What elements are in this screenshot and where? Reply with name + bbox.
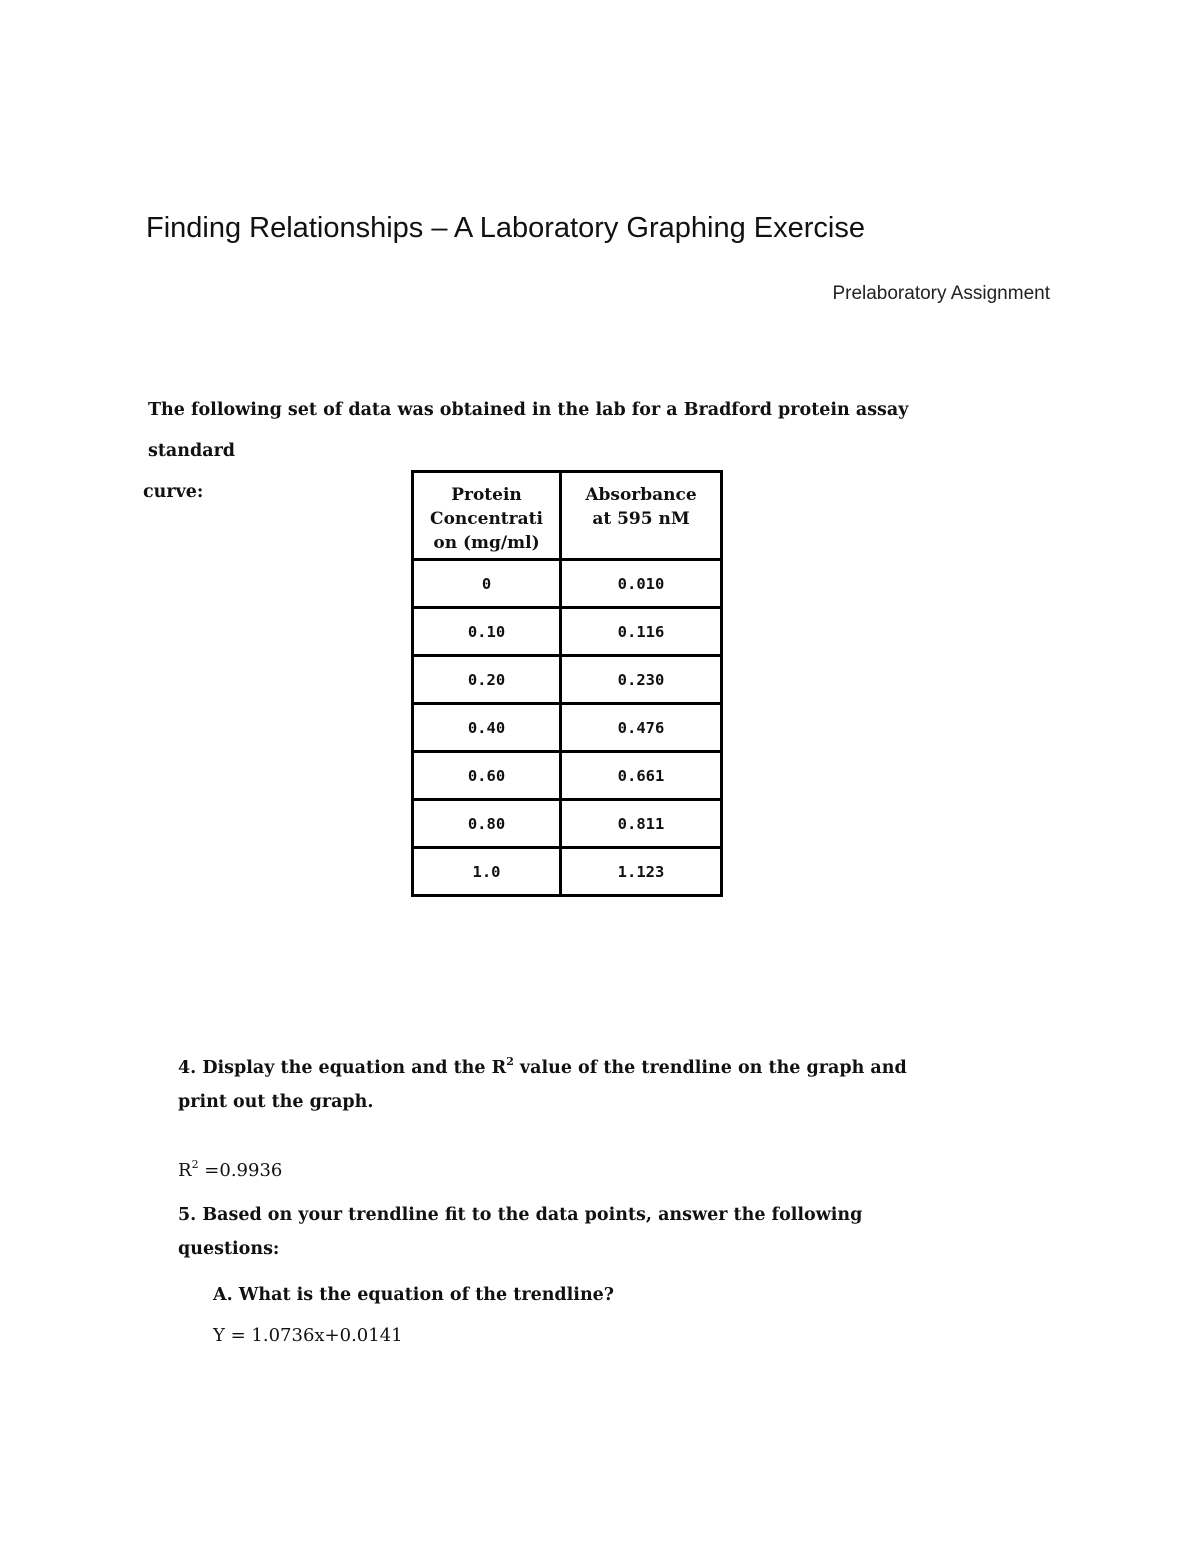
table-row <box>413 560 722 608</box>
cell-absorbance: 1.123 <box>561 848 722 896</box>
table-row <box>413 608 722 656</box>
table-row <box>413 800 722 848</box>
intro-line-1: The following set of data was obtained in the lab for a Bradford protein assay standard <box>148 400 909 461</box>
table-row <box>413 752 722 800</box>
question-5a: A. What is the equation of the trendline? <box>213 1285 615 1305</box>
table-header-row <box>413 472 722 560</box>
table-row <box>413 656 722 704</box>
cell-concentration: 0.20 <box>413 656 561 704</box>
data-table <box>411 470 723 897</box>
r-squared-value: =0.9936 <box>198 1160 283 1181</box>
question-5: 5. Based on your trendline fit to the data points, answer the following questions: <box>178 1205 863 1259</box>
cell-concentration: 0.40 <box>413 704 561 752</box>
r-squared-superscript: 2 <box>191 1158 199 1171</box>
cell-absorbance: 0.661 <box>561 752 722 800</box>
question-5a-answer: Y = 1.0736x+0.0141 <box>213 1325 403 1346</box>
intro-line-2: curve: <box>143 482 204 502</box>
page-title: Finding Relationships – A Laboratory Graphing Exercise <box>146 212 865 244</box>
cell-absorbance: 0.230 <box>561 656 722 704</box>
cell-absorbance: 0.476 <box>561 704 722 752</box>
cell-absorbance: 0.811 <box>561 800 722 848</box>
cell-concentration: 0.60 <box>413 752 561 800</box>
question-4-superscript: 2 <box>506 1055 514 1068</box>
table-row <box>413 704 722 752</box>
header-protein-concentration: Protein Concentrati on (mg/ml) <box>413 472 561 560</box>
r-squared-label: R <box>178 1160 192 1181</box>
question-4-text-end: value of the trendline on the graph and print out the graph. <box>178 1058 907 1112</box>
cell-concentration: 0.80 <box>413 800 561 848</box>
r-squared-answer <box>178 1160 282 1181</box>
page-subtitle: Prelaboratory Assignment <box>832 283 1050 304</box>
cell-concentration: 1.0 <box>413 848 561 896</box>
question-4 <box>178 1051 938 1119</box>
table-row <box>413 848 722 896</box>
cell-concentration: 0 <box>413 560 561 608</box>
cell-absorbance: 0.010 <box>561 560 722 608</box>
cell-absorbance: 0.116 <box>561 608 722 656</box>
cell-concentration: 0.10 <box>413 608 561 656</box>
question-4-text-start: 4. Display the equation and the R <box>178 1058 507 1078</box>
header-absorbance: Absorbance at 595 nM <box>561 472 722 560</box>
